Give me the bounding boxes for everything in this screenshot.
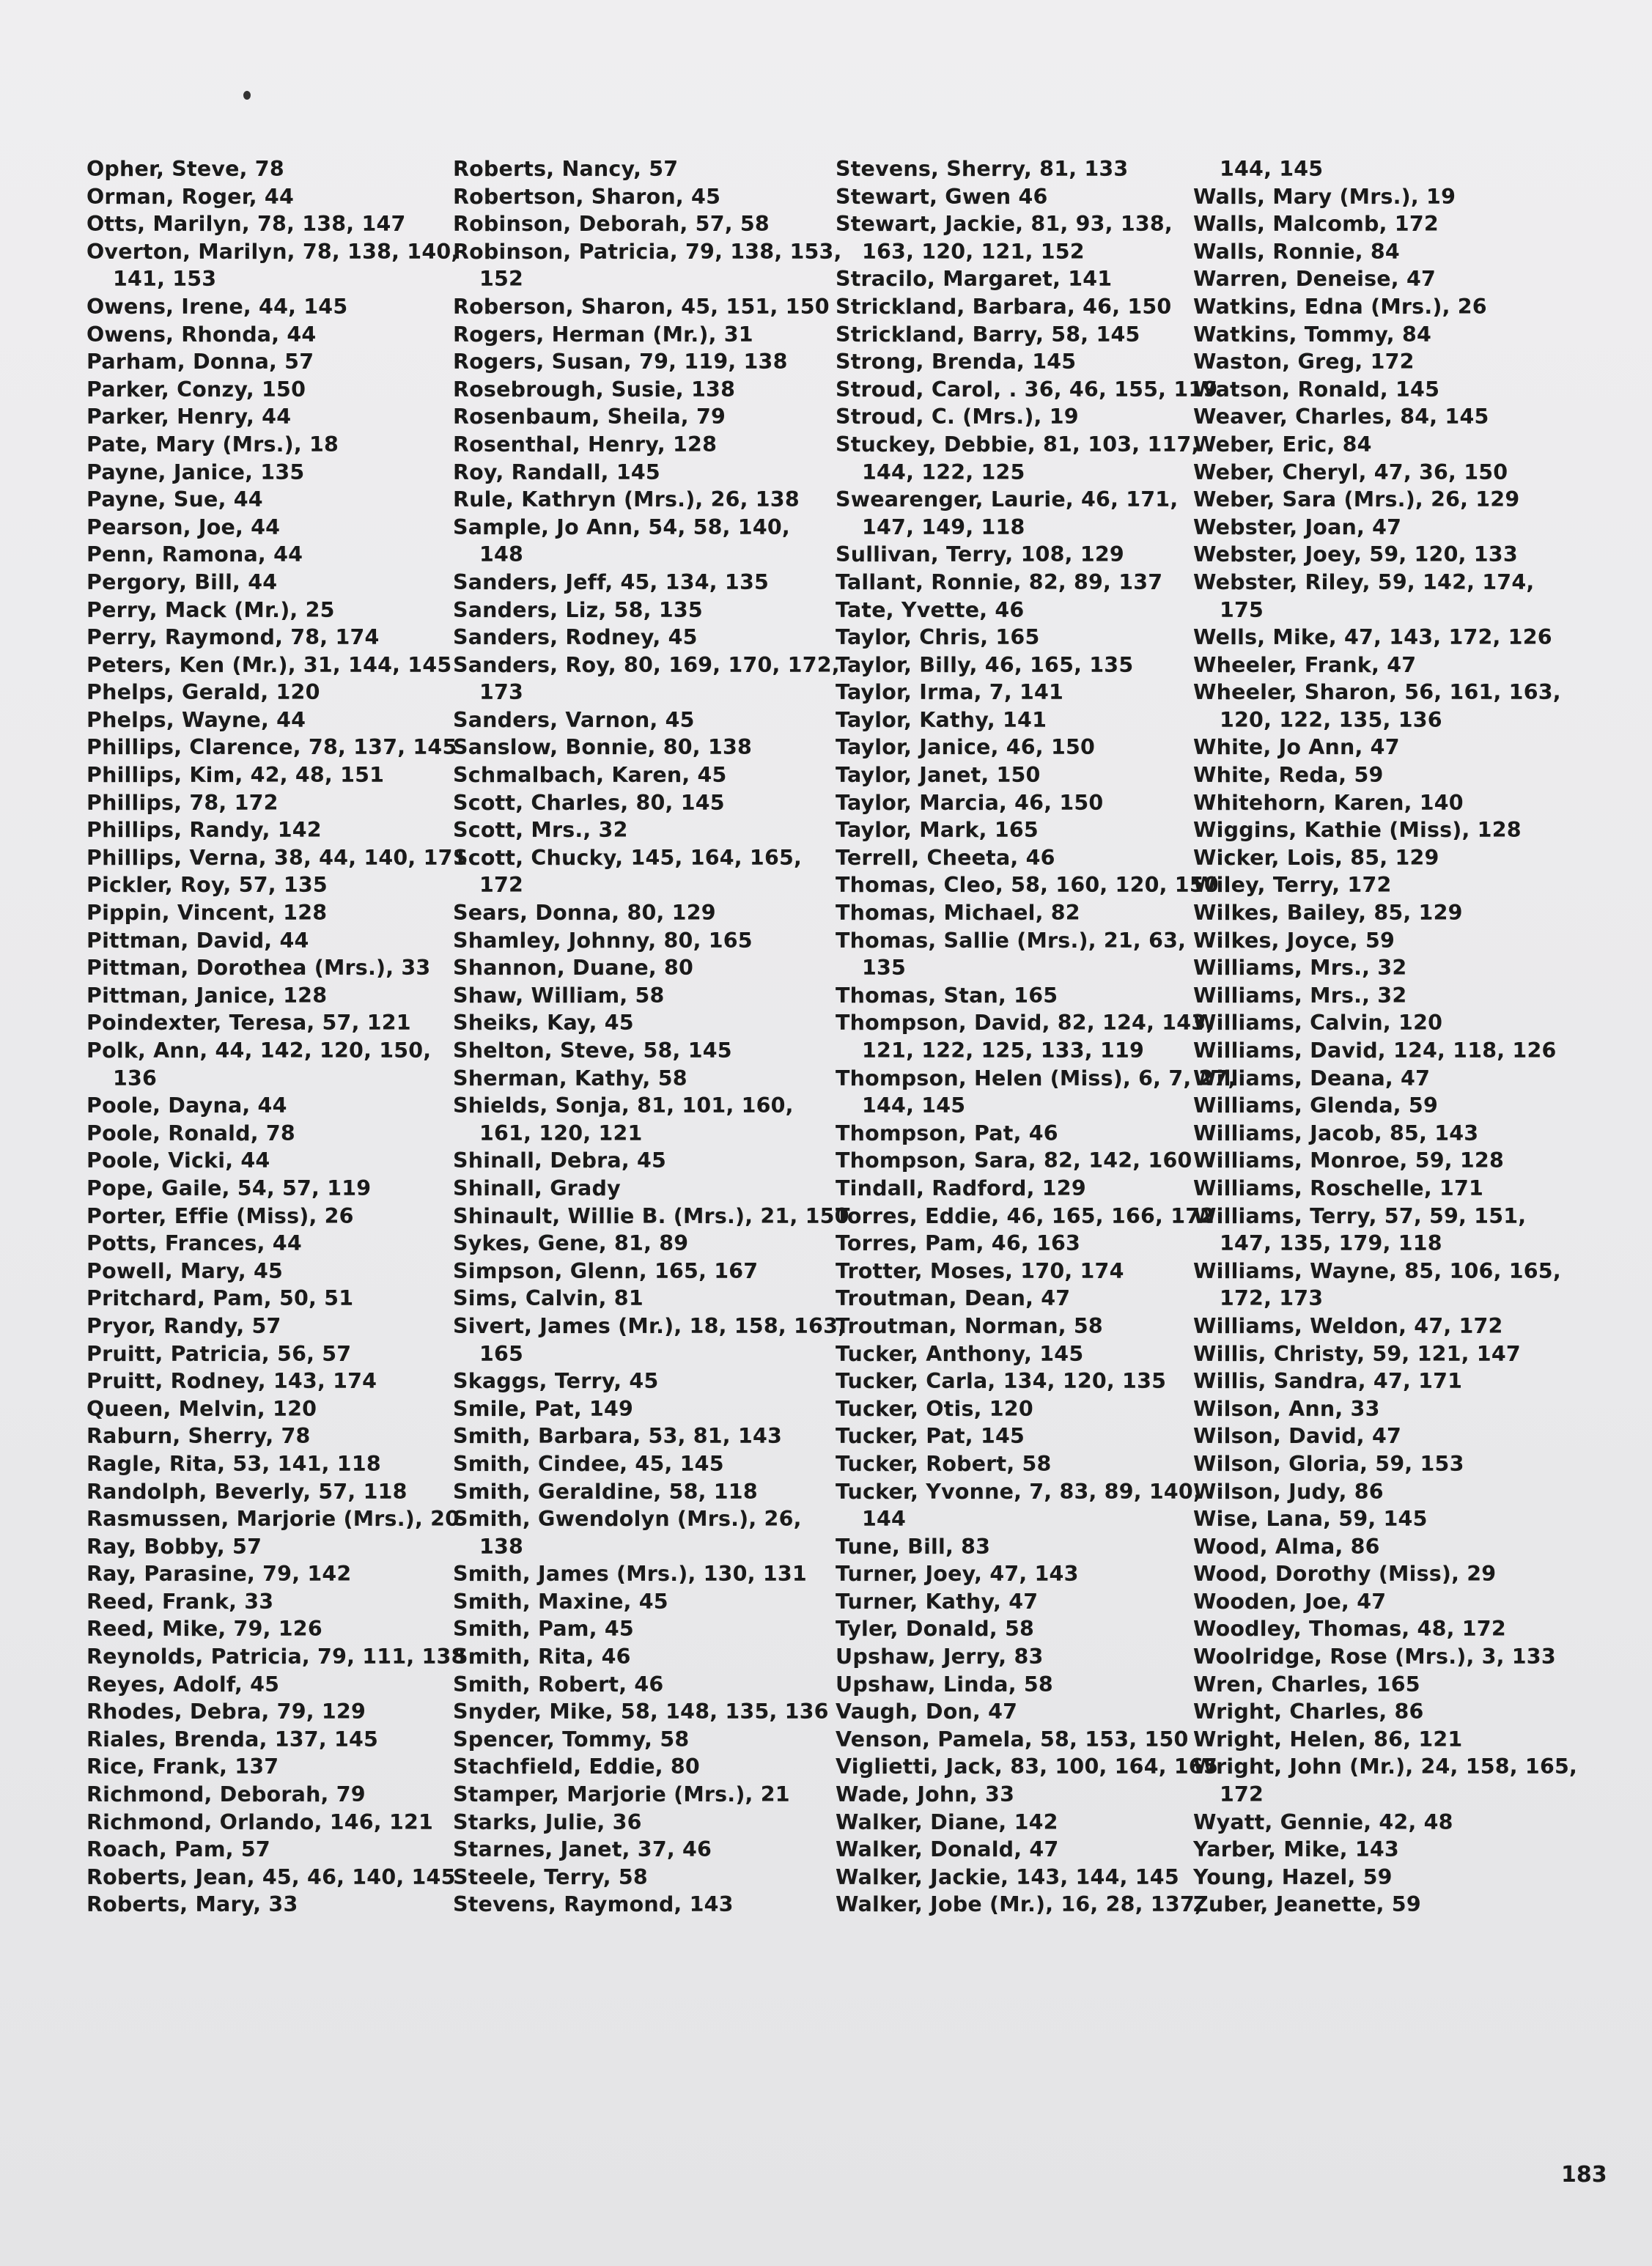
index-entry: Terrell, Cheeta, 46: [836, 845, 1055, 870]
index-column-1: [86, 155, 468, 1919]
index-entry: Sherman, Kathy, 58: [453, 1066, 687, 1090]
index-entry-continuation: 172: [479, 873, 524, 898]
index-entry: Reed, Frank, 33: [86, 1589, 274, 1614]
index-entry: Watkins, Edna (Mrs.), 26: [1193, 294, 1487, 319]
index-entry: Stachfield, Eddie, 80: [453, 1754, 700, 1779]
index-entry: Pickler, Roy, 57, 135: [86, 873, 328, 898]
index-entry: Sears, Donna, 80, 129: [453, 901, 716, 926]
index-entry: Wilkes, Joyce, 59: [1193, 928, 1395, 953]
index-entry-continuation: 161, 120, 121: [479, 1121, 643, 1145]
index-entry: Roberts, Jean, 45, 46, 140, 145: [86, 1864, 456, 1889]
index-entry-continuation: 141, 153: [113, 267, 217, 292]
index-entry: Smile, Pat, 149: [453, 1396, 634, 1421]
index-entry: Wilson, David, 47: [1193, 1424, 1402, 1449]
index-entry: Tune, Bill, 83: [836, 1534, 991, 1559]
index-entry: Wright, John (Mr.), 24, 158, 165,: [1193, 1754, 1578, 1779]
index-entry: Richmond, Deborah, 79: [86, 1782, 366, 1807]
index-entry: Spencer, Tommy, 58: [453, 1727, 690, 1752]
index-entry: Taylor, Janet, 150: [836, 763, 1041, 788]
index-entry: Webster, Joan, 47: [1193, 514, 1402, 539]
index-entry: Pritchard, Pam, 50, 51: [86, 1286, 354, 1311]
index-entry: Pruitt, Rodney, 143, 174: [86, 1369, 377, 1394]
index-entry: Torres, Pam, 46, 163: [836, 1231, 1081, 1256]
index-entry-continuation: 147, 149, 118: [862, 514, 1025, 539]
index-entry-continuation: 173: [479, 680, 524, 705]
index-column-4: [1193, 155, 1578, 1919]
index-entry: Sims, Calvin, 81: [453, 1286, 644, 1311]
index-entry: Walker, Jobe (Mr.), 16, 28, 137,: [836, 1892, 1203, 1917]
index-entry: Wade, John, 33: [836, 1782, 1015, 1807]
index-entry: Robinson, Patricia, 79, 138, 153,: [453, 239, 842, 264]
index-entry-continuation: 136: [113, 1066, 158, 1090]
index-entry: Parker, Henry, 44: [86, 405, 292, 429]
index-entry: Williams, Mrs., 32: [1193, 983, 1407, 1008]
index-entry: Wood, Alma, 86: [1193, 1534, 1380, 1559]
index-entry: Weaver, Charles, 84, 145: [1193, 405, 1489, 429]
index-entry: Steele, Terry, 58: [453, 1864, 648, 1889]
index-entry: Roberts, Mary, 33: [86, 1892, 298, 1917]
index-entry: Sanders, Rodney, 45: [453, 625, 698, 650]
index-entry: Parker, Conzy, 150: [86, 377, 306, 402]
index-entry-continuation: 144, 122, 125: [862, 460, 1025, 484]
index-entry-continuation: 172, 173: [1220, 1286, 1324, 1311]
index-entry: Orman, Roger, 44: [86, 184, 294, 209]
index-entry: Wooden, Joe, 47: [1193, 1589, 1387, 1614]
index-entry: Turner, Kathy, 47: [836, 1589, 1039, 1614]
index-entry: Waston, Greg, 172: [1193, 350, 1415, 374]
index-entry: Troutman, Dean, 47: [836, 1286, 1071, 1311]
index-entry: Thomas, Sallie (Mrs.), 21, 63,: [836, 928, 1187, 953]
index-entry: Wiley, Terry, 172: [1193, 873, 1392, 898]
index-entry: Robertson, Sharon, 45: [453, 184, 721, 209]
index-entry: Sanders, Liz, 58, 135: [453, 597, 703, 622]
index-entry: Ray, Parasine, 79, 142: [86, 1562, 352, 1587]
index-entry: Thomas, Michael, 82: [836, 901, 1080, 926]
index-entry: Wise, Lana, 59, 145: [1193, 1507, 1428, 1532]
index-entry: Reyes, Adolf, 45: [86, 1672, 280, 1697]
index-entry: Potts, Frances, 44: [86, 1231, 302, 1256]
index-entry: Tyler, Donald, 58: [836, 1617, 1035, 1642]
index-entry: Taylor, Mark, 165: [836, 818, 1039, 843]
index-entry: Walker, Jackie, 143, 144, 145: [836, 1864, 1179, 1889]
index-entry: Swearenger, Laurie, 46, 171,: [836, 487, 1179, 512]
index-entry: Phillips, Kim, 42, 48, 151: [86, 763, 385, 788]
index-entry: Starnes, Janet, 37, 46: [453, 1837, 712, 1862]
index-entry: Opher, Steve, 78: [86, 157, 284, 181]
index-entry: Pearson, Joe, 44: [86, 514, 281, 539]
index-entry: Scott, Chucky, 145, 164, 165,: [453, 845, 803, 870]
index-entry: Smith, Gwendolyn (Mrs.), 26,: [453, 1507, 802, 1532]
index-entry-continuation: 175: [1220, 597, 1264, 622]
index-entry: Walker, Donald, 47: [836, 1837, 1059, 1862]
index-entry: Williams, Deana, 47: [1193, 1066, 1431, 1090]
index-entry: Watson, Ronald, 145: [1193, 377, 1440, 402]
index-entry-continuation: 120, 122, 135, 136: [1220, 707, 1442, 732]
index-entry: Rosenthal, Henry, 128: [453, 432, 718, 457]
index-entry: Perry, Mack (Mr.), 25: [86, 597, 335, 622]
index-entry: Weber, Cheryl, 47, 36, 150: [1193, 460, 1508, 484]
index-entry: Phillips, Verna, 38, 44, 140, 171: [86, 845, 468, 870]
index-entry: Wilson, Judy, 86: [1193, 1479, 1384, 1504]
index-entry: Rosebrough, Susie, 138: [453, 377, 736, 402]
index-entry: Tindall, Radford, 129: [836, 1176, 1086, 1200]
index-entry: Rogers, Susan, 79, 119, 138: [453, 350, 788, 374]
index-entry: Wyatt, Gennie, 42, 48: [1193, 1809, 1453, 1834]
index-entry: Strickland, Barry, 58, 145: [836, 322, 1140, 347]
index-entry: Shaw, William, 58: [453, 983, 665, 1008]
index-entry: Pryor, Randy, 57: [86, 1313, 281, 1338]
index-entry: Turner, Joey, 47, 143: [836, 1562, 1079, 1587]
index-entry: Scott, Mrs., 32: [453, 818, 628, 843]
index-entry: Smith, James (Mrs.), 130, 131: [453, 1562, 807, 1587]
index-entry: Sanders, Varnon, 45: [453, 707, 695, 732]
index-entry: Stroud, C. (Mrs.), 19: [836, 405, 1079, 429]
index-entry: Pittman, Dorothea (Mrs.), 33: [86, 956, 431, 981]
index-entry: Reynolds, Patricia, 79, 111, 138: [86, 1645, 466, 1669]
index-entry-continuation: 138: [479, 1534, 524, 1559]
index-entry: Owens, Rhonda, 44: [86, 322, 317, 347]
index-entry: Williams, Monroe, 59, 128: [1193, 1148, 1504, 1173]
index-entry: Starks, Julie, 36: [453, 1809, 642, 1834]
index-entry: Webster, Joey, 59, 120, 133: [1193, 542, 1518, 567]
index-entry: Pergory, Bill, 44: [86, 569, 278, 594]
index-entry: Smith, Pam, 45: [453, 1617, 634, 1642]
index-entry: Wilkes, Bailey, 85, 129: [1193, 901, 1463, 926]
index-entry: Pope, Gaile, 54, 57, 119: [86, 1176, 372, 1200]
index-entry: Shelton, Steve, 58, 145: [453, 1038, 732, 1063]
index-entry: Stamper, Marjorie (Mrs.), 21: [453, 1782, 790, 1807]
index-entry-continuation: 163, 120, 121, 152: [862, 239, 1085, 264]
index-entry: Taylor, Billy, 46, 165, 135: [836, 652, 1134, 677]
index-entry: Warren, Deneise, 47: [1193, 267, 1437, 292]
index-entry: Smith, Cindee, 45, 145: [453, 1451, 724, 1476]
index-entry: Upshaw, Jerry, 83: [836, 1645, 1044, 1669]
index-entry: Riales, Brenda, 137, 145: [86, 1727, 379, 1752]
index-entry: Strickland, Barbara, 46, 150: [836, 294, 1172, 319]
index-entry: Williams, Terry, 57, 59, 151,: [1193, 1203, 1527, 1228]
index-entry: Williams, Jacob, 85, 143: [1193, 1121, 1479, 1145]
index-entry-continuation: 165: [479, 1341, 524, 1366]
index-entry: Roach, Pam, 57: [86, 1837, 270, 1862]
index-entry: Wilson, Gloria, 59, 153: [1193, 1451, 1464, 1476]
index-entry: Sanders, Jeff, 45, 134, 135: [453, 569, 770, 594]
index-entry: Taylor, Irma, 7, 141: [836, 680, 1064, 705]
index-entry: Richmond, Orlando, 146, 121: [86, 1809, 434, 1834]
index-entry: Rule, Kathryn (Mrs.), 26, 138: [453, 487, 800, 512]
index-entry: Perry, Raymond, 78, 174: [86, 625, 380, 650]
index-entry: Upshaw, Linda, 58: [836, 1672, 1053, 1697]
index-entry: Sykes, Gene, 81, 89: [453, 1231, 689, 1256]
index-entry: Yarber, Mike, 143: [1193, 1837, 1399, 1862]
index-entry: Willis, Christy, 59, 121, 147: [1193, 1341, 1521, 1366]
index-entry: Phillips, Randy, 142: [86, 818, 322, 843]
index-entry: Reed, Mike, 79, 126: [86, 1617, 322, 1642]
index-entry: Shamley, Johnny, 80, 165: [453, 928, 753, 953]
index-entry: Ray, Bobby, 57: [86, 1534, 262, 1559]
index-entry: Willis, Sandra, 47, 171: [1193, 1369, 1463, 1394]
index-entry: Taylor, Janice, 46, 150: [836, 735, 1096, 760]
index-entry: Tucker, Robert, 58: [836, 1451, 1052, 1476]
index-entry: Snyder, Mike, 58, 148, 135, 136: [453, 1700, 829, 1724]
index-entry: Phillips, Clarence, 78, 137, 145: [86, 735, 457, 760]
index-entry: Pruitt, Patricia, 56, 57: [86, 1341, 352, 1366]
index-entry: Williams, Wayne, 85, 106, 165,: [1193, 1258, 1561, 1283]
index-entry: Polk, Ann, 44, 142, 120, 150,: [86, 1038, 432, 1063]
index-entry: Thompson, Helen (Miss), 6, 7, 27,: [836, 1066, 1236, 1090]
index-entry: Robinson, Deborah, 57, 58: [453, 212, 770, 237]
paper-speck: [243, 91, 251, 100]
index-entry: Tate, Yvette, 46: [836, 597, 1025, 622]
index-entry: Ragle, Rita, 53, 141, 118: [86, 1451, 381, 1476]
index-entry: Whitehorn, Karen, 140: [1193, 790, 1464, 815]
index-entry: Thompson, Pat, 46: [836, 1121, 1058, 1145]
index-entry: Zuber, Jeanette, 59: [1193, 1892, 1421, 1917]
index-entry: Poole, Ronald, 78: [86, 1121, 295, 1145]
index-entry: Walker, Diane, 142: [836, 1809, 1058, 1834]
index-entry: Weber, Sara (Mrs.), 26, 129: [1193, 487, 1520, 512]
index-entry: Tallant, Ronnie, 82, 89, 137: [836, 569, 1163, 594]
index-entry: Woolridge, Rose (Mrs.), 3, 133: [1193, 1645, 1556, 1669]
index-entry: Rhodes, Debra, 79, 129: [86, 1700, 366, 1724]
index-entry: Roberson, Sharon, 45, 151, 150: [453, 294, 830, 319]
index-entry: Poole, Dayna, 44: [86, 1093, 287, 1118]
index-entry: Sheiks, Kay, 45: [453, 1011, 634, 1036]
index-entry: Woodley, Thomas, 48, 172: [1193, 1617, 1506, 1642]
index-entry: Pittman, David, 44: [86, 928, 309, 953]
index-entry: Wheeler, Frank, 47: [1193, 652, 1417, 677]
index-entry: Shinault, Willie B. (Mrs.), 21, 150: [453, 1203, 849, 1228]
index-entry: Raburn, Sherry, 78: [86, 1424, 311, 1449]
index-entry: Wood, Dorothy (Miss), 29: [1193, 1562, 1497, 1587]
index-entry-continuation: 148: [479, 542, 524, 567]
index-entry: Pittman, Janice, 128: [86, 983, 328, 1008]
index-entry: Smith, Robert, 46: [453, 1672, 664, 1697]
index-entry: Roy, Randall, 145: [453, 460, 660, 484]
index-entry: Wren, Charles, 165: [1193, 1672, 1420, 1697]
index-entry: Queen, Melvin, 120: [86, 1396, 317, 1421]
index-entry: Rasmussen, Marjorie (Mrs.), 20: [86, 1507, 460, 1532]
index-entry: Thomas, Cleo, 58, 160, 120, 150: [836, 873, 1219, 898]
index-entry: Williams, Glenda, 59: [1193, 1093, 1438, 1118]
index-entry: Taylor, Kathy, 141: [836, 707, 1047, 732]
index-entry: Shields, Sonja, 81, 101, 160,: [453, 1093, 794, 1118]
index-entry: Poole, Vicki, 44: [86, 1148, 270, 1173]
index-entry: Trotter, Moses, 170, 174: [836, 1258, 1124, 1283]
index-entry: Payne, Sue, 44: [86, 487, 263, 512]
index-entry: Shinall, Grady: [453, 1176, 621, 1200]
index-entry: Sullivan, Terry, 108, 129: [836, 542, 1124, 567]
index-entry: Payne, Janice, 135: [86, 460, 305, 484]
index-entry: Tucker, Otis, 120: [836, 1396, 1033, 1421]
index-entry-continuation: 144, 145: [862, 1093, 966, 1118]
index-entry: Thomas, Stan, 165: [836, 983, 1058, 1008]
index-entry: Wheeler, Sharon, 56, 161, 163,: [1193, 680, 1561, 705]
index-entry: Sample, Jo Ann, 54, 58, 140,: [453, 514, 790, 539]
index-entry: Walls, Malcomb, 172: [1193, 212, 1439, 237]
index-entry-continuation: 135: [862, 956, 907, 981]
index-entry: Overton, Marilyn, 78, 138, 140,: [86, 239, 460, 264]
index-entry: Pippin, Vincent, 128: [86, 901, 328, 926]
index-entry: Stewart, Gwen 46: [836, 184, 1048, 209]
index-entry: Stevens, Sherry, 81, 133: [836, 157, 1129, 181]
index-entry: Williams, Roschelle, 171: [1193, 1176, 1484, 1200]
index-entry: Taylor, Chris, 165: [836, 625, 1040, 650]
index-entry: Scott, Charles, 80, 145: [453, 790, 725, 815]
index-entry: Phelps, Gerald, 120: [86, 680, 320, 705]
index-entry: Shinall, Debra, 45: [453, 1148, 667, 1173]
index-entry: Tucker, Pat, 145: [836, 1424, 1025, 1449]
index-column-3: [836, 155, 1236, 1919]
index-entry-continuation: 121, 122, 125, 133, 119: [862, 1038, 1145, 1063]
index-entry: Webster, Riley, 59, 142, 174,: [1193, 569, 1535, 594]
index-entry: Poindexter, Teresa, 57, 121: [86, 1011, 411, 1036]
index-entry: Wicker, Lois, 85, 129: [1193, 845, 1439, 870]
index-entry: Wilson, Ann, 33: [1193, 1396, 1380, 1421]
index-entry: Sivert, James (Mr.), 18, 158, 163,: [453, 1313, 847, 1338]
index-entry: Williams, Calvin, 120: [1193, 1011, 1443, 1036]
index-entry: Tucker, Yvonne, 7, 83, 89, 140,: [836, 1479, 1201, 1504]
index-entry: Rogers, Herman (Mr.), 31: [453, 322, 753, 347]
index-entry: Peters, Ken (Mr.), 31, 144, 145: [86, 652, 452, 677]
index-entry: Vaugh, Don, 47: [836, 1700, 1018, 1724]
index-entry: Tucker, Carla, 134, 120, 135: [836, 1369, 1167, 1394]
index-entry: Tucker, Anthony, 145: [836, 1341, 1084, 1366]
index-entry: Torres, Eddie, 46, 165, 166, 172: [836, 1203, 1215, 1228]
index-entry: Wiggins, Kathie (Miss), 128: [1193, 818, 1522, 843]
index-entry: Otts, Marilyn, 78, 138, 147: [86, 212, 406, 237]
index-entry: White, Reda, 59: [1193, 763, 1384, 788]
index-entry: Phillips, 78, 172: [86, 790, 279, 815]
index-entry: Weber, Eric, 84: [1193, 432, 1372, 457]
index-entry: Porter, Effie (Miss), 26: [86, 1203, 354, 1228]
index-entry: Viglietti, Jack, 83, 100, 164, 165: [836, 1754, 1218, 1779]
index-entry: Roberts, Nancy, 57: [453, 157, 679, 181]
index-entry: Smith, Geraldine, 58, 118: [453, 1479, 758, 1504]
index-entry: Williams, Mrs., 32: [1193, 956, 1407, 981]
index-entry: Wright, Charles, 86: [1193, 1700, 1424, 1724]
index-column-2: [453, 155, 849, 1919]
index-entry: Sanslow, Bonnie, 80, 138: [453, 735, 753, 760]
index-entry: Schmalbach, Karen, 45: [453, 763, 727, 788]
index-entry: Wright, Helen, 86, 121: [1193, 1727, 1463, 1752]
index-entry: Walls, Ronnie, 84: [1193, 239, 1400, 264]
index-entry: Stewart, Jackie, 81, 93, 138,: [836, 212, 1173, 237]
index-entry: Stuckey, Debbie, 81, 103, 117,: [836, 432, 1200, 457]
index-entry: Thompson, David, 82, 124, 143,: [836, 1011, 1214, 1036]
index-entry: Sanders, Roy, 80, 169, 170, 172,: [453, 652, 840, 677]
index-entry-continuation: 152: [479, 267, 524, 292]
index-entry: Smith, Barbara, 53, 81, 143: [453, 1424, 783, 1449]
index-entry: Penn, Ramona, 44: [86, 542, 303, 567]
index-entry: Watkins, Tommy, 84: [1193, 322, 1432, 347]
index-entry: Taylor, Marcia, 46, 150: [836, 790, 1104, 815]
index-entry: Pate, Mary (Mrs.), 18: [86, 432, 339, 457]
index-entry: Rosenbaum, Sheila, 79: [453, 405, 726, 429]
index-entry-continuation: 144: [862, 1507, 907, 1532]
index-entry: Williams, David, 124, 118, 126: [1193, 1038, 1557, 1063]
index-entry: Shannon, Duane, 80: [453, 956, 694, 981]
index-entry-continuation: 172: [1220, 1782, 1264, 1807]
index-entry: Troutman, Norman, 58: [836, 1313, 1103, 1338]
index-entry: Stevens, Raymond, 143: [453, 1892, 734, 1917]
index-entry: Rice, Frank, 137: [86, 1754, 279, 1779]
index-entry: Young, Hazel, 59: [1193, 1864, 1393, 1889]
index-entry: Powell, Mary, 45: [86, 1258, 284, 1283]
page-number: 183: [1561, 2162, 1607, 2188]
index-entry: Smith, Rita, 46: [453, 1645, 631, 1669]
index-entry: Smith, Maxine, 45: [453, 1589, 668, 1614]
index-entry: Venson, Pamela, 58, 153, 150: [836, 1727, 1189, 1752]
index-entry: Parham, Donna, 57: [86, 350, 314, 374]
index-entry: Simpson, Glenn, 165, 167: [453, 1258, 759, 1283]
index-entry: White, Jo Ann, 47: [1193, 735, 1400, 760]
index-entry: Walls, Mary (Mrs.), 19: [1193, 184, 1456, 209]
index-entry: Thompson, Sara, 82, 142, 160: [836, 1148, 1192, 1173]
index-entry-continuation: 144, 145: [1220, 157, 1324, 181]
index-entry: Randolph, Beverly, 57, 118: [86, 1479, 408, 1504]
index-entry: Stroud, Carol, . 36, 46, 155, 119: [836, 377, 1218, 402]
index-entry-continuation: 147, 135, 179, 118: [1220, 1231, 1442, 1256]
index-entry: Williams, Weldon, 47, 172: [1193, 1313, 1503, 1338]
index-entry: Stracilo, Margaret, 141: [836, 267, 1113, 292]
index-entry: Phelps, Wayne, 44: [86, 707, 306, 732]
index-entry: Strong, Brenda, 145: [836, 350, 1077, 374]
index-entry: Owens, Irene, 44, 145: [86, 294, 348, 319]
index-entry: Skaggs, Terry, 45: [453, 1369, 659, 1394]
index-entry: Wells, Mike, 47, 143, 172, 126: [1193, 625, 1552, 650]
